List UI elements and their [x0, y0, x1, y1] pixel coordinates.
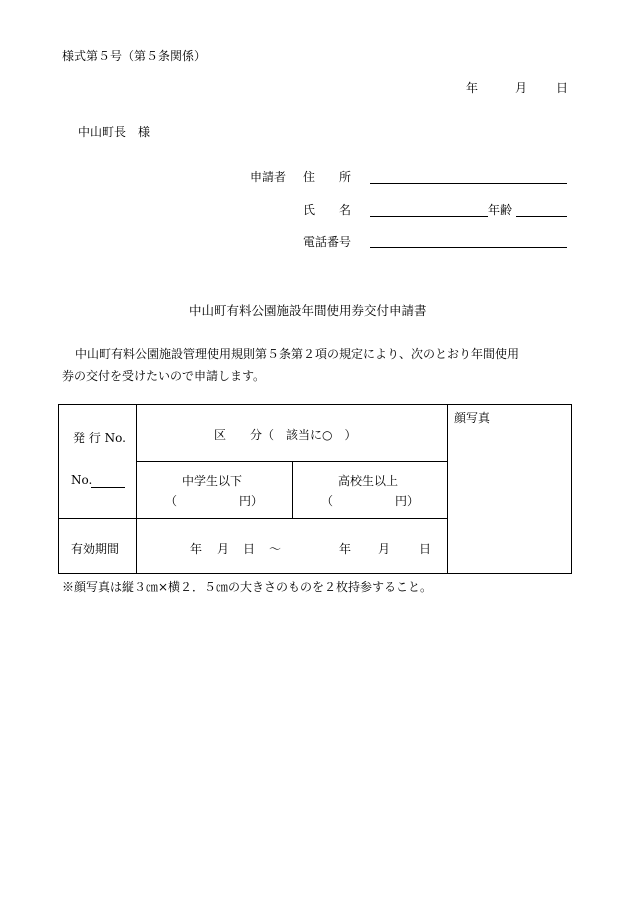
phone-label: 電話番号 [303, 235, 352, 249]
issue-no-label: 発 行 No. [73, 431, 126, 445]
junior-fee-open: （ [165, 494, 178, 508]
no-field-line[interactable] [91, 487, 125, 488]
validity-label: 有効期間 [71, 542, 120, 556]
document-title: 中山町有料公園施設年間使用券交付申請書 [189, 303, 427, 318]
senior-label[interactable]: 高校生以上 [338, 474, 399, 488]
form-number: 様式第５号（第５条関係） [62, 49, 207, 63]
validity-to-month: 月 [378, 542, 391, 556]
validity-to-year: 年 [339, 542, 352, 556]
age-field-line[interactable] [516, 216, 567, 217]
addressee: 中山町長 様 [78, 125, 151, 139]
address-label: 住 所 [303, 170, 352, 184]
application-table [58, 404, 572, 574]
validity-from-month: 月 [217, 542, 230, 556]
name-field-line[interactable] [370, 216, 488, 217]
category-header: 区 分（ 該当に○ ） [214, 428, 357, 442]
footnote: ※顔写真は縦３㎝×横２．５㎝の大きさのものを２枚持参すること。 [62, 580, 433, 594]
senior-fee-open: （ [321, 494, 334, 508]
date-year-label: 年 [466, 81, 479, 95]
validity-separator: ～ [269, 542, 282, 556]
name-label: 氏 名 [303, 203, 352, 217]
table-divider [447, 405, 448, 573]
senior-fee-unit: 円） [395, 494, 420, 508]
date-day-label: 日 [556, 81, 569, 95]
date-month-label: 月 [515, 81, 528, 95]
applicant-label: 申請者 [250, 170, 287, 184]
table-divider [136, 461, 447, 462]
junior-label[interactable]: 中学生以下 [182, 474, 243, 488]
junior-fee-unit: 円） [239, 494, 264, 508]
table-divider [136, 405, 137, 573]
photo-label: 顔写真 [454, 411, 491, 425]
phone-field-line[interactable] [370, 247, 567, 248]
table-divider [59, 518, 447, 519]
body-text-line2: 券の交付を受けたいので申請します。 [62, 369, 266, 383]
validity-from-year: 年 [190, 542, 203, 556]
table-divider [292, 461, 293, 518]
validity-from-day: 日 [243, 542, 256, 556]
address-field-line[interactable] [370, 183, 567, 184]
body-text-line1: 中山町有料公園施設管理使用規則第５条第２項の規定により、次のとおり年間使用 [75, 347, 520, 361]
age-label: 年齢 [488, 203, 513, 217]
no-label: No. [71, 473, 93, 487]
validity-to-day: 日 [419, 542, 432, 556]
